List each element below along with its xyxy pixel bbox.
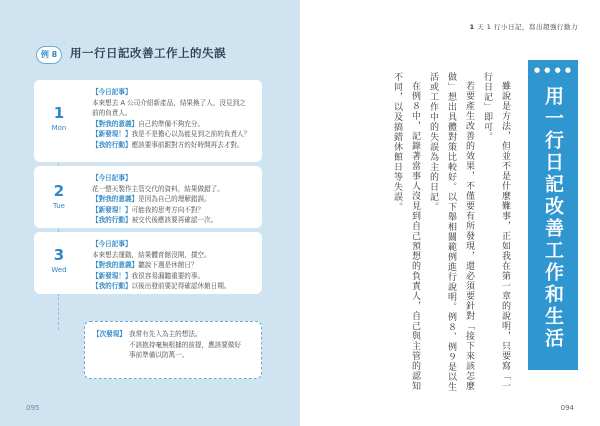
day-card-1 bbox=[84, 80, 262, 162]
banner-dots: ● ● ● ● bbox=[533, 66, 573, 74]
day-name: Wed bbox=[51, 266, 67, 274]
card-line: 【新發現！】我是不是擔心以為能見到之前的負責人？ bbox=[92, 130, 251, 138]
card-line: 【我的行動】應該要事前跟對方約好時間再去才對。 bbox=[92, 140, 244, 149]
summary-box bbox=[84, 321, 262, 379]
card-line: 【新發現！】我很容易漏聽重要的事。 bbox=[92, 271, 205, 280]
card-line: 【今日記事】 bbox=[92, 88, 132, 96]
chapter-title-banner bbox=[528, 60, 578, 370]
day-number: 3 bbox=[53, 246, 65, 264]
day-tab-3 bbox=[34, 232, 84, 294]
body-paragraph: 若要產生改善的效果，不僅要有所發現，還必須要針對「接下來該怎麼做」想出具體對策比較好。以下舉相關範例進行說明。例８、例９是以生活或工作中的失誤為主的日記。 bbox=[428, 72, 474, 392]
card-line: 【我的行動】被交代後應該要再確認一次。 bbox=[92, 216, 218, 224]
day-number: 1 bbox=[53, 104, 65, 122]
card-line: 【今日記事】 bbox=[92, 240, 132, 248]
running-head: 1 天 1 行小日記，寫出超強行動力 bbox=[469, 23, 578, 31]
card-line: 【今日記事】 bbox=[92, 174, 132, 182]
card-line: 【對我的意義】聽說下週是休館日？ bbox=[92, 261, 198, 269]
day-card-2 bbox=[84, 166, 262, 228]
card-line: 本來想去運動，結果體育館沒開，撲空。 bbox=[92, 250, 211, 259]
card-line: 前的負責人。 bbox=[92, 109, 132, 117]
day-name: Tue bbox=[53, 202, 65, 210]
day-card-3 bbox=[84, 232, 262, 294]
day-name: Mon bbox=[51, 124, 67, 132]
summary-line: 不該抱持毫無根據的前提，應該要做好 bbox=[129, 340, 242, 349]
body-paragraph: 雖說是方法，但並不是什麼難事，正如我在第一章的說明，只要寫「一行日記」即可。 bbox=[482, 72, 510, 391]
right-page bbox=[300, 0, 600, 426]
timeline-connector bbox=[58, 288, 59, 330]
body-text bbox=[336, 72, 514, 392]
day-number: 2 bbox=[53, 182, 65, 200]
card-line: 本來想去 A 公司介紹新產品，結果換了人，沒見到之 bbox=[92, 98, 246, 107]
day-tab-1 bbox=[34, 80, 84, 162]
card-line: 花一整天製作主管交代的資料，結果做錯了。 bbox=[92, 184, 224, 193]
summary-line: 我常有先入為主的想法。 bbox=[129, 330, 202, 338]
summary-line: 事前準備以防萬一。 bbox=[129, 351, 189, 359]
card-line: 【我的行動】以後出發前要記得確認休館日期。 bbox=[92, 282, 231, 290]
body-paragraph: 在例８中，記錄著當事人沒見到自己預想的負責人，自己與主管的認知不同，以及搞錯休館日等失誤。 bbox=[392, 72, 420, 391]
card-line: 【對我的意義】是因為自己的理解錯誤。 bbox=[92, 195, 211, 203]
card-line: 【新發現！】可能我的思考方向不對？ bbox=[92, 205, 205, 214]
chapter-title: 用一行日記改善工作和生活 bbox=[542, 86, 564, 350]
example-badge: 例 8 bbox=[36, 46, 62, 64]
page-number-left: 095 bbox=[26, 404, 40, 412]
summary-tag: 【次發現】 bbox=[93, 330, 126, 338]
day-tab-2 bbox=[34, 166, 84, 228]
page-number-right: 094 bbox=[560, 404, 574, 412]
example-title: 用一行日記改善工作上的失誤 bbox=[70, 46, 226, 60]
card-line: 【對我的意義】自己的準備不夠充分。 bbox=[92, 119, 205, 128]
